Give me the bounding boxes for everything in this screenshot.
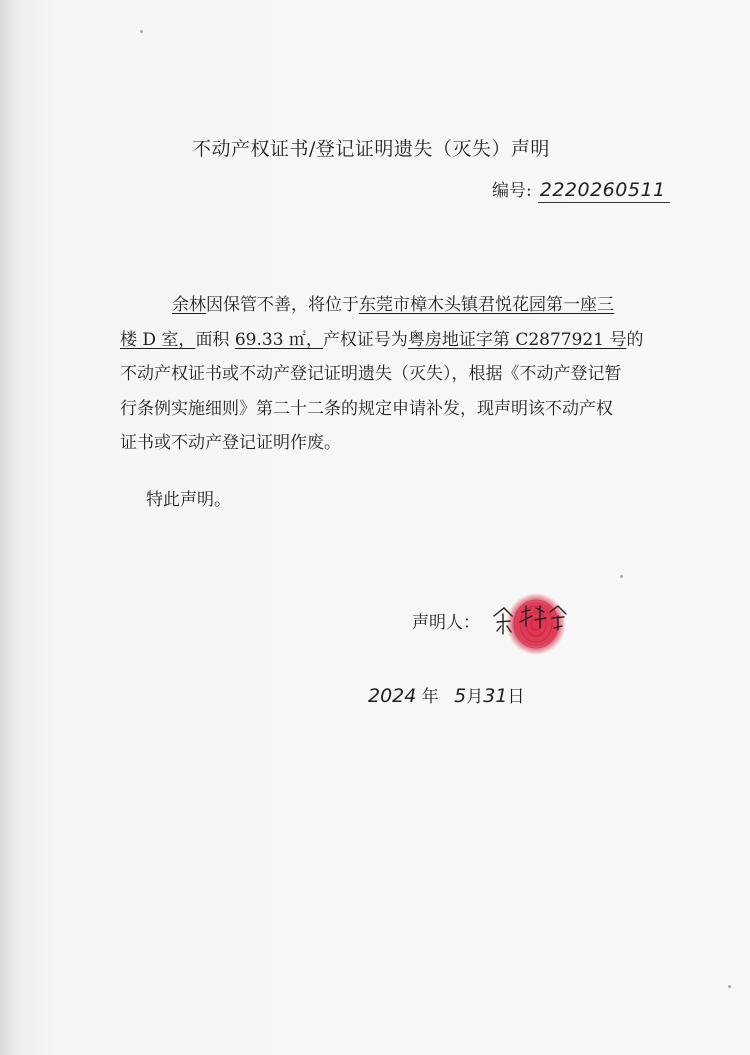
fingerprint-icon xyxy=(506,593,566,655)
declaration-body xyxy=(120,288,644,461)
paper-speck xyxy=(140,30,143,33)
certificate-number: 粤房地证字第 C2877921 号 xyxy=(407,329,627,350)
document-number-label: 编号: xyxy=(492,181,532,201)
date-year: 2024 xyxy=(368,685,417,707)
property-address-end: 楼 D 室， xyxy=(120,329,196,350)
body-line-4: 行条例实施细则》第二十二条的规定申请补发，现声明该不动产权 xyxy=(120,398,613,419)
closing-statement: 特此声明。 xyxy=(146,490,231,510)
declaration-date: 2024 年 5月31日 xyxy=(368,685,525,707)
date-day: 31 xyxy=(483,685,508,707)
property-area: 69.33 ㎡， xyxy=(234,329,323,350)
owner-name: 余林 xyxy=(172,295,206,315)
document-number-value: 2220260511 xyxy=(538,179,670,203)
paper-speck xyxy=(728,985,731,988)
document-title: 不动产权证书/登记证明遗失（灭失）声明 xyxy=(192,138,550,160)
document-number xyxy=(492,176,670,201)
declarant-label: 声明人： xyxy=(412,613,480,633)
property-address: 东莞市樟木头镇君悦花园第一座三 xyxy=(359,295,614,315)
date-month: 5 xyxy=(454,685,467,707)
body-line-5: 证书或不动产登记证明作废。 xyxy=(120,433,341,453)
body-line-2: 楼 D 室，面积 69.33 ㎡，产权证号为粤房地证字第 C2877921 号的 xyxy=(120,329,644,350)
paper-speck xyxy=(620,575,623,578)
signature-with-fingerprint xyxy=(488,586,578,656)
body-line-3: 不动产权证书或不动产登记证明遗失（灭失），根据《不动产登记暂 xyxy=(120,364,622,384)
body-line-1: 余林因保管不善，将位于东莞市樟木头镇君悦花园第一座三 xyxy=(172,295,614,315)
